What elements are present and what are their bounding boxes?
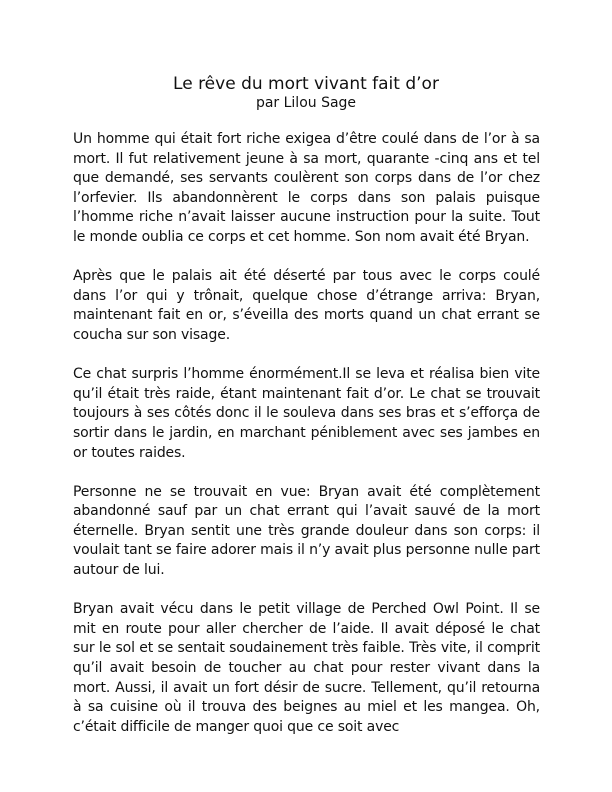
document-body [73, 130, 540, 757]
paragraph-3: Ce chat surpris l’homme énormément.Il se leva et réalisa bien vite qu’il était très raide, étant maintenant fait d’or. Le chat se trouvait toujours à ses côtés donc il le souleva dans ses bras et s’efforça de sortir dans le jardin, en marchant péniblement avec ses jambes en or toutes raides. [73, 366, 540, 461]
document-author: par Lilou Sage [255, 95, 357, 111]
paragraph-4: Personne ne se trouvait en vue: Bryan avait été complètement abandonné sauf par un chat errant qui l’avait sauvé de la mort éternelle. Bryan sentit une très grande douleur dans son corps: il voulait tant se faire adorer mais il n’y avait plus personne nulle part autour de lui. [73, 483, 540, 579]
document-title: Le rêve du mort vivant fait d’or [173, 74, 439, 94]
paragraph-5: Bryan avait vécu dans le petit village de Perched Owl Point. Il se mit en route pour aller chercher de l’aide. Il avait déposé le chat sur le sol et se sentait soudainement très faible. Très vite, il comprit qu’il avait besoin de toucher au chat pour rester vivant dans la mort. Aussi, il avait un fort désir de sucre. Tellement, qu’il retourna à sa cuisine où il trouva des beignes au miel et les mangea. Oh, c’était difficile de manger quoi que ce soit avec [73, 601, 540, 735]
paragraph-1: Un homme qui était fort riche exigea d’être coulé dans de l’or à sa mort. Il fut relativement jeune à sa mort, quarante -cinq ans et tel que demandé, ses servants coulèrent son corps dans de l’or chez l’orfevier. Ils abandonnèrent le corps dans son palais puisque l’homme riche n’avait laisser aucune instruction pour la suite. Tout le monde oublia ce corps et cet homme. Son nom avait été Bryan. [73, 131, 540, 245]
paragraph-2: Après que le palais ait été déserté par tous avec le corps coulé dans l’or qui y trônait, quelque chose d’étrange arriva: Bryan, maintenant fait en or, s’éveilla des morts quand un chat errant se coucha sur son visage. [73, 268, 540, 343]
